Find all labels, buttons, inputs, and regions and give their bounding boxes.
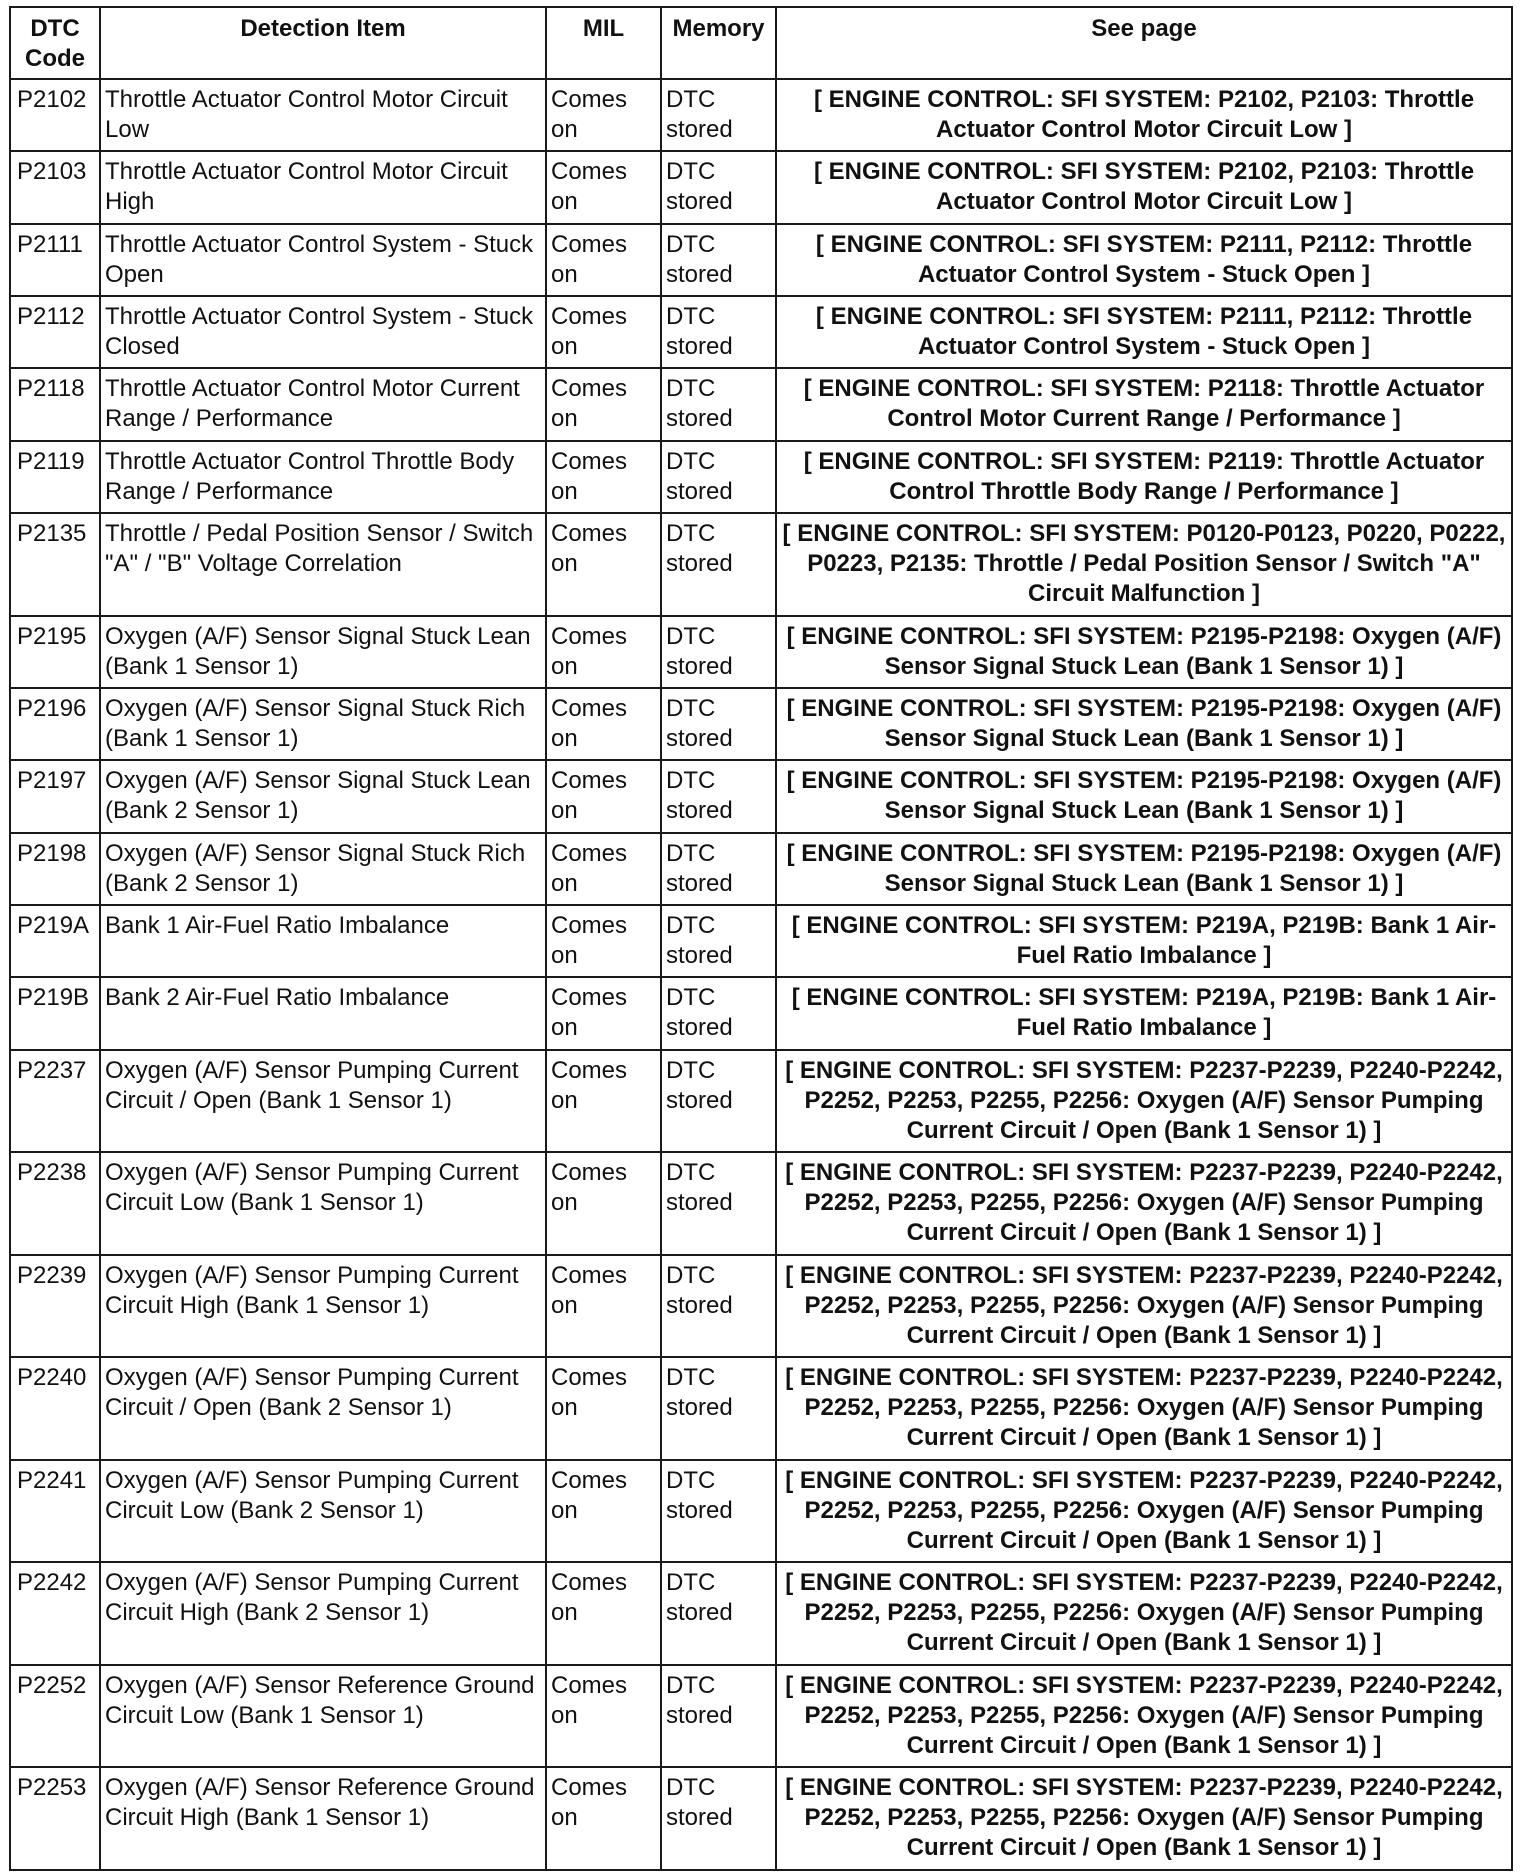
detection-item-cell: Oxygen (A/F) Sensor Pumping Current Circuit / Open (Bank 2 Sensor 1)	[100, 1357, 546, 1460]
mil-cell: Comes on	[546, 1050, 661, 1153]
dtc-code-cell: P2195	[10, 616, 100, 688]
memory-cell: DTC stored	[661, 368, 776, 440]
mil-cell: Comes on	[546, 833, 661, 905]
table-row	[10, 688, 1512, 760]
see-page-link[interactable]: [ ENGINE CONTROL: SFI SYSTEM: P2237-P2239, P2240-P2242, P2252, P2253, P2255, P2256: Oxygen (A/F) Sensor Pumping Current Circuit / Open (Bank 1 Sensor 1) ]	[776, 1050, 1512, 1153]
detection-item-cell: Throttle / Pedal Position Sensor / Switch "A" / "B" Voltage Correlation	[100, 513, 546, 616]
dtc-code-cell: P2240	[10, 1357, 100, 1460]
detection-item-cell: Oxygen (A/F) Sensor Signal Stuck Rich (Bank 1 Sensor 1)	[100, 688, 546, 760]
see-page-link[interactable]: [ ENGINE CONTROL: SFI SYSTEM: P2237-P2239, P2240-P2242, P2252, P2253, P2255, P2256: Oxygen (A/F) Sensor Pumping Current Circuit / Open (Bank 1 Sensor 1) ]	[776, 1665, 1512, 1768]
mil-cell: Comes on	[546, 513, 661, 616]
see-page-link[interactable]: [ ENGINE CONTROL: SFI SYSTEM: P2237-P2239, P2240-P2242, P2252, P2253, P2255, P2256: Oxygen (A/F) Sensor Pumping Current Circuit / Open (Bank 1 Sensor 1) ]	[776, 1562, 1512, 1665]
table-row	[10, 1255, 1512, 1358]
memory-cell: DTC stored	[661, 151, 776, 223]
table-row	[10, 833, 1512, 905]
dtc-code-cell: P2197	[10, 760, 100, 832]
mil-cell: Comes on	[546, 688, 661, 760]
table-row	[10, 441, 1512, 513]
detection-item-cell: Oxygen (A/F) Sensor Signal Stuck Rich (Bank 2 Sensor 1)	[100, 833, 546, 905]
mil-cell: Comes on	[546, 368, 661, 440]
dtc-code-cell: P2119	[10, 441, 100, 513]
memory-cell: DTC stored	[661, 1460, 776, 1563]
detection-item-cell: Throttle Actuator Control Motor Current Range / Performance	[100, 368, 546, 440]
dtc-code-cell: P2242	[10, 1562, 100, 1665]
memory-cell: DTC stored	[661, 905, 776, 977]
memory-cell: DTC stored	[661, 616, 776, 688]
see-page-link[interactable]: [ ENGINE CONTROL: SFI SYSTEM: P2102, P2103: Throttle Actuator Control Motor Circuit Low ]	[776, 151, 1512, 223]
see-page-link[interactable]: [ ENGINE CONTROL: SFI SYSTEM: P2111, P2112: Throttle Actuator Control System - Stuck Open ]	[776, 296, 1512, 368]
memory-cell: DTC stored	[661, 977, 776, 1049]
memory-cell: DTC stored	[661, 1255, 776, 1358]
detection-item-cell: Oxygen (A/F) Sensor Reference Ground Circuit High (Bank 1 Sensor 1)	[100, 1767, 546, 1870]
see-page-link[interactable]: [ ENGINE CONTROL: SFI SYSTEM: P2195-P2198: Oxygen (A/F) Sensor Signal Stuck Lean (Bank 1 Sensor 1) ]	[776, 688, 1512, 760]
see-page-link[interactable]: [ ENGINE CONTROL: SFI SYSTEM: P2237-P2239, P2240-P2242, P2252, P2253, P2255, P2256: Oxygen (A/F) Sensor Pumping Current Circuit / Open (Bank 1 Sensor 1) ]	[776, 1357, 1512, 1460]
header-memory: Memory	[661, 7, 776, 79]
dtc-code-cell: P2118	[10, 368, 100, 440]
detection-item-cell: Throttle Actuator Control System - Stuck Closed	[100, 296, 546, 368]
see-page-link[interactable]: [ ENGINE CONTROL: SFI SYSTEM: P2195-P2198: Oxygen (A/F) Sensor Signal Stuck Lean (Bank 1 Sensor 1) ]	[776, 833, 1512, 905]
memory-cell: DTC stored	[661, 688, 776, 760]
memory-cell: DTC stored	[661, 296, 776, 368]
header-dtc-code: DTC Code	[10, 7, 100, 79]
memory-cell: DTC stored	[661, 1767, 776, 1870]
memory-cell: DTC stored	[661, 1665, 776, 1768]
detection-item-cell: Oxygen (A/F) Sensor Reference Ground Circuit Low (Bank 1 Sensor 1)	[100, 1665, 546, 1768]
detection-item-cell: Oxygen (A/F) Sensor Pumping Current Circuit Low (Bank 1 Sensor 1)	[100, 1152, 546, 1255]
detection-item-cell: Bank 1 Air-Fuel Ratio Imbalance	[100, 905, 546, 977]
dtc-code-cell: P2102	[10, 79, 100, 151]
see-page-link[interactable]: [ ENGINE CONTROL: SFI SYSTEM: P2195-P2198: Oxygen (A/F) Sensor Signal Stuck Lean (Bank 1 Sensor 1) ]	[776, 616, 1512, 688]
dtc-code-cell: P2198	[10, 833, 100, 905]
memory-cell: DTC stored	[661, 1050, 776, 1153]
memory-cell: DTC stored	[661, 1152, 776, 1255]
table-row	[10, 151, 1512, 223]
detection-item-cell: Oxygen (A/F) Sensor Signal Stuck Lean (Bank 2 Sensor 1)	[100, 760, 546, 832]
mil-cell: Comes on	[546, 151, 661, 223]
see-page-link[interactable]: [ ENGINE CONTROL: SFI SYSTEM: P219A, P219B: Bank 1 Air-Fuel Ratio Imbalance ]	[776, 977, 1512, 1049]
detection-item-cell: Oxygen (A/F) Sensor Pumping Current Circuit High (Bank 2 Sensor 1)	[100, 1562, 546, 1665]
mil-cell: Comes on	[546, 1665, 661, 1768]
see-page-link[interactable]: [ ENGINE CONTROL: SFI SYSTEM: P2237-P2239, P2240-P2242, P2252, P2253, P2255, P2256: Oxygen (A/F) Sensor Pumping Current Circuit / Open (Bank 1 Sensor 1) ]	[776, 1152, 1512, 1255]
dtc-code-cell: P2103	[10, 151, 100, 223]
mil-cell: Comes on	[546, 1460, 661, 1563]
dtc-table	[9, 6, 1513, 1871]
detection-item-cell: Oxygen (A/F) Sensor Pumping Current Circuit High (Bank 1 Sensor 1)	[100, 1255, 546, 1358]
mil-cell: Comes on	[546, 760, 661, 832]
table-row	[10, 1357, 1512, 1460]
memory-cell: DTC stored	[661, 833, 776, 905]
detection-item-cell: Throttle Actuator Control System - Stuck Open	[100, 224, 546, 296]
memory-cell: DTC stored	[661, 224, 776, 296]
dtc-code-cell: P2237	[10, 1050, 100, 1153]
see-page-link[interactable]: [ ENGINE CONTROL: SFI SYSTEM: P2111, P2112: Throttle Actuator Control System - Stuck Open ]	[776, 224, 1512, 296]
header-row	[10, 7, 1512, 79]
mil-cell: Comes on	[546, 224, 661, 296]
mil-cell: Comes on	[546, 905, 661, 977]
see-page-link[interactable]: [ ENGINE CONTROL: SFI SYSTEM: P2118: Throttle Actuator Control Motor Current Range / Performance ]	[776, 368, 1512, 440]
table-row	[10, 977, 1512, 1049]
mil-cell: Comes on	[546, 1357, 661, 1460]
memory-cell: DTC stored	[661, 1357, 776, 1460]
memory-cell: DTC stored	[661, 79, 776, 151]
detection-item-cell: Oxygen (A/F) Sensor Pumping Current Circuit / Open (Bank 1 Sensor 1)	[100, 1050, 546, 1153]
memory-cell: DTC stored	[661, 1562, 776, 1665]
dtc-code-cell: P2253	[10, 1767, 100, 1870]
mil-cell: Comes on	[546, 79, 661, 151]
dtc-code-cell: P2135	[10, 513, 100, 616]
table-row	[10, 1460, 1512, 1563]
table-row	[10, 79, 1512, 151]
memory-cell: DTC stored	[661, 513, 776, 616]
table-row	[10, 368, 1512, 440]
see-page-link[interactable]: [ ENGINE CONTROL: SFI SYSTEM: P2237-P2239, P2240-P2242, P2252, P2253, P2255, P2256: Oxygen (A/F) Sensor Pumping Current Circuit / Open (Bank 1 Sensor 1) ]	[776, 1460, 1512, 1563]
mil-cell: Comes on	[546, 1767, 661, 1870]
header-mil: MIL	[546, 7, 661, 79]
see-page-link[interactable]: [ ENGINE CONTROL: SFI SYSTEM: P219A, P219B: Bank 1 Air-Fuel Ratio Imbalance ]	[776, 905, 1512, 977]
dtc-code-cell: P2239	[10, 1255, 100, 1358]
dtc-code-cell: P2241	[10, 1460, 100, 1563]
mil-cell: Comes on	[546, 1152, 661, 1255]
dtc-code-cell: P2112	[10, 296, 100, 368]
dtc-code-cell: P2252	[10, 1665, 100, 1768]
mil-cell: Comes on	[546, 441, 661, 513]
mil-cell: Comes on	[546, 616, 661, 688]
table-row	[10, 1050, 1512, 1153]
table-row	[10, 224, 1512, 296]
dtc-code-cell: P2238	[10, 1152, 100, 1255]
see-page-link[interactable]: [ ENGINE CONTROL: SFI SYSTEM: P2237-P2239, P2240-P2242, P2252, P2253, P2255, P2256: Oxygen (A/F) Sensor Pumping Current Circuit / Open (Bank 1 Sensor 1) ]	[776, 1767, 1512, 1870]
mil-cell: Comes on	[546, 977, 661, 1049]
detection-item-cell: Oxygen (A/F) Sensor Signal Stuck Lean (Bank 1 Sensor 1)	[100, 616, 546, 688]
see-page-link[interactable]: [ ENGINE CONTROL: SFI SYSTEM: P2102, P2103: Throttle Actuator Control Motor Circuit Low ]	[776, 79, 1512, 151]
table-row	[10, 1767, 1512, 1870]
dtc-code-cell: P219B	[10, 977, 100, 1049]
memory-cell: DTC stored	[661, 760, 776, 832]
see-page-link[interactable]: [ ENGINE CONTROL: SFI SYSTEM: P2195-P2198: Oxygen (A/F) Sensor Signal Stuck Lean (Bank 1 Sensor 1) ]	[776, 760, 1512, 832]
detection-item-cell: Throttle Actuator Control Motor Circuit Low	[100, 79, 546, 151]
mil-cell: Comes on	[546, 1255, 661, 1358]
table-row	[10, 1152, 1512, 1255]
see-page-link[interactable]: [ ENGINE CONTROL: SFI SYSTEM: P2237-P2239, P2240-P2242, P2252, P2253, P2255, P2256: Oxygen (A/F) Sensor Pumping Current Circuit / Open (Bank 1 Sensor 1) ]	[776, 1255, 1512, 1358]
table-row	[10, 513, 1512, 616]
table-row	[10, 905, 1512, 977]
detection-item-cell: Throttle Actuator Control Throttle Body Range / Performance	[100, 441, 546, 513]
table-row	[10, 616, 1512, 688]
dtc-code-cell: P2196	[10, 688, 100, 760]
table-row	[10, 760, 1512, 832]
memory-cell: DTC stored	[661, 441, 776, 513]
header-see-page: See page	[776, 7, 1512, 79]
header-detection-item: Detection Item	[100, 7, 546, 79]
table-row	[10, 296, 1512, 368]
detection-item-cell: Oxygen (A/F) Sensor Pumping Current Circuit Low (Bank 2 Sensor 1)	[100, 1460, 546, 1563]
see-page-link[interactable]: [ ENGINE CONTROL: SFI SYSTEM: P2119: Throttle Actuator Control Throttle Body Range / Performance ]	[776, 441, 1512, 513]
mil-cell: Comes on	[546, 1562, 661, 1665]
dtc-code-cell: P219A	[10, 905, 100, 977]
table-row	[10, 1562, 1512, 1665]
detection-item-cell: Throttle Actuator Control Motor Circuit High	[100, 151, 546, 223]
mil-cell: Comes on	[546, 296, 661, 368]
detection-item-cell: Bank 2 Air-Fuel Ratio Imbalance	[100, 977, 546, 1049]
see-page-link[interactable]: [ ENGINE CONTROL: SFI SYSTEM: P0120-P0123, P0220, P0222, P0223, P2135: Throttle / Pedal Position Sensor / Switch "A" Circuit Malfunction ]	[776, 513, 1512, 616]
dtc-code-cell: P2111	[10, 224, 100, 296]
table-row	[10, 1665, 1512, 1768]
